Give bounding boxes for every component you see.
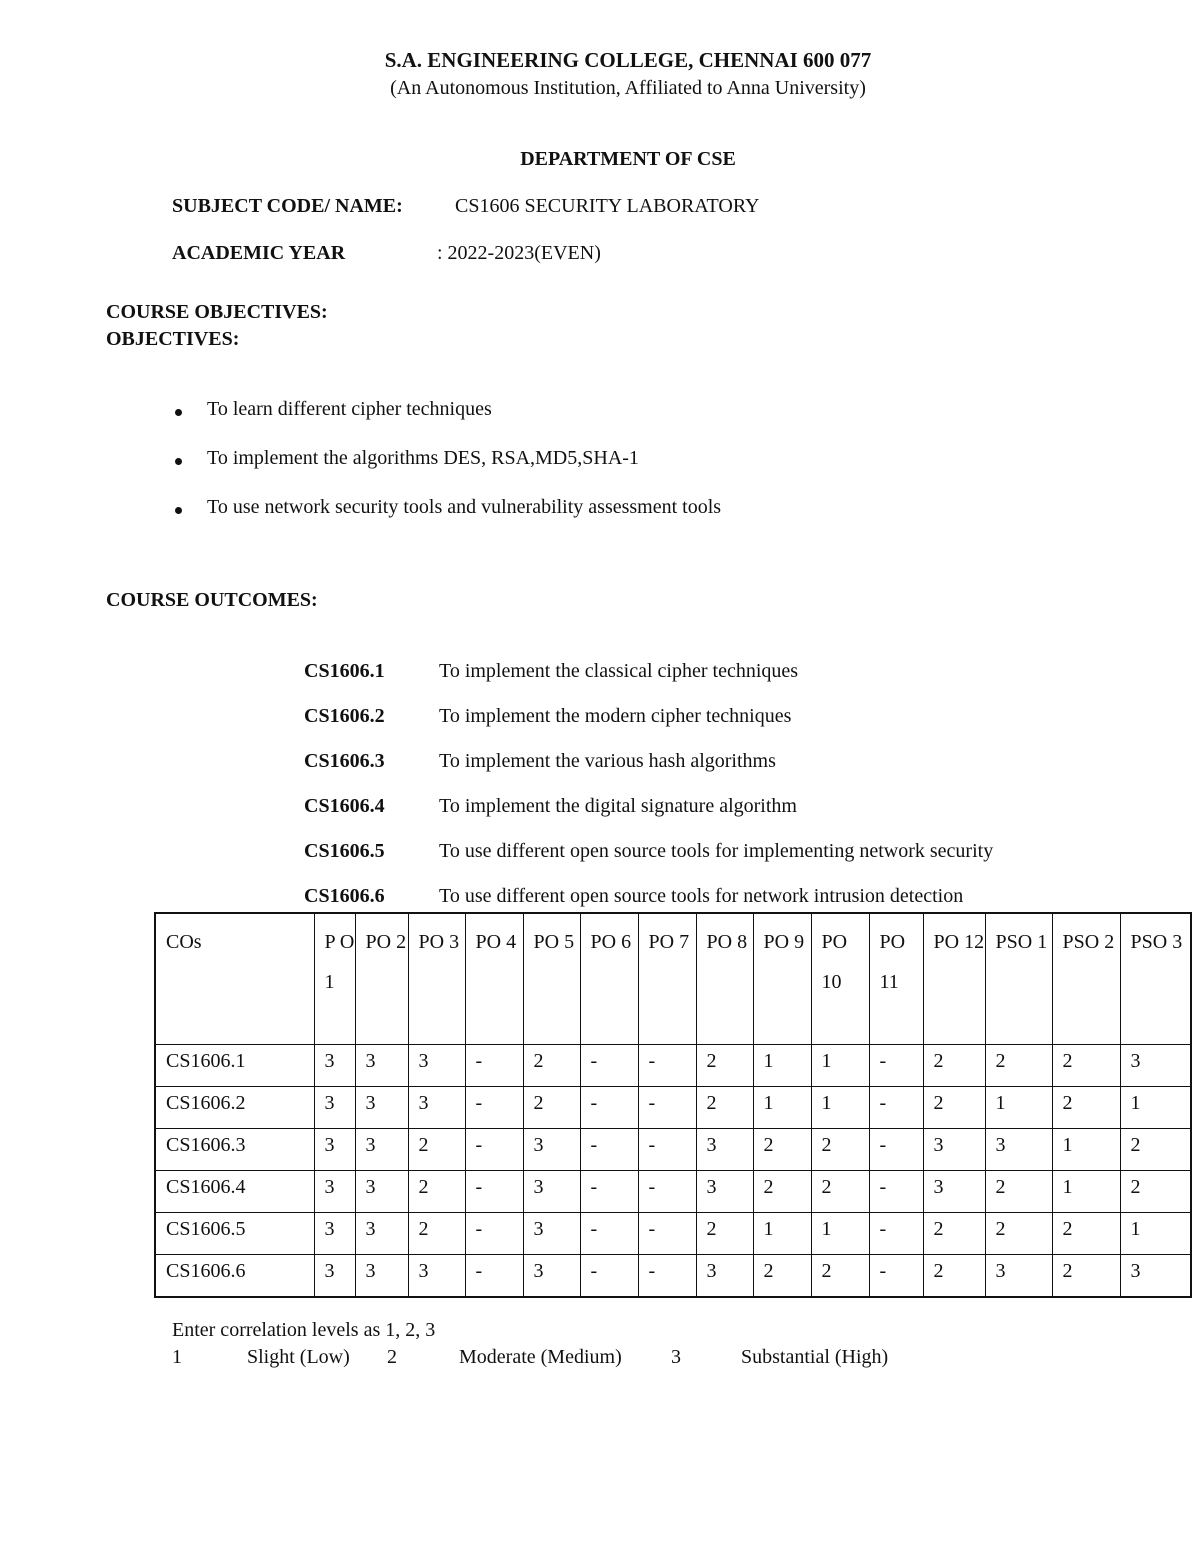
outcome-code: CS1606.2 xyxy=(304,705,385,727)
outcome-description: To implement the digital signature algorithm xyxy=(439,795,797,817)
correlation-cell: 2 xyxy=(408,1129,465,1171)
correlation-cell: 3 xyxy=(355,1171,408,1213)
correlation-cell: - xyxy=(465,1171,523,1213)
bullet-icon xyxy=(175,507,182,514)
correlation-cell: 1 xyxy=(753,1213,811,1255)
course-outcomes-heading: COURSE OUTCOMES: xyxy=(106,589,318,611)
correlation-cell: 3 xyxy=(314,1171,355,1213)
table-header-cell: PO 8 xyxy=(696,913,753,1045)
correlation-cell: 2 xyxy=(1052,1213,1120,1255)
correlation-cell: 3 xyxy=(523,1213,580,1255)
objective-text: To use network security tools and vulnerability assessment tools xyxy=(207,496,722,518)
table-row xyxy=(155,1255,1191,1298)
correlation-cell: 3 xyxy=(523,1129,580,1171)
correlation-cell: - xyxy=(638,1171,696,1213)
correlation-cell: 1 xyxy=(811,1087,869,1129)
bullet-icon xyxy=(175,458,182,465)
objective-item xyxy=(172,496,721,545)
correlation-cell: - xyxy=(869,1087,923,1129)
table-header-cell: PSO 2 xyxy=(1052,913,1120,1045)
table-header-cell: PO 2 xyxy=(355,913,408,1045)
correlation-cell: 1 xyxy=(811,1213,869,1255)
correlation-cell: 2 xyxy=(753,1129,811,1171)
bullet-icon xyxy=(175,409,182,416)
legend-num: 2 xyxy=(387,1346,397,1368)
correlation-cell: - xyxy=(869,1171,923,1213)
correlation-cell: 2 xyxy=(923,1045,985,1087)
correlation-cell: 3 xyxy=(923,1129,985,1171)
outcome-code: CS1606.4 xyxy=(304,795,385,817)
table-header-cell: PO 9 xyxy=(753,913,811,1045)
correlation-cell: 3 xyxy=(696,1129,753,1171)
outcome-description: To use different open source tools for network intrusion detection xyxy=(439,885,964,907)
table-header-cell: P O 1 xyxy=(314,913,355,1045)
academic-year-value: : 2022-2023(EVEN) xyxy=(437,242,601,264)
table-header-cell: PO 12 xyxy=(923,913,985,1045)
correlation-cell: 1 xyxy=(1052,1171,1120,1213)
correlation-cell: 2 xyxy=(696,1087,753,1129)
academic-year-label: ACADEMIC YEAR xyxy=(172,242,346,264)
correlation-cell: - xyxy=(580,1129,638,1171)
course-outcome-cell: CS1606.3 xyxy=(155,1129,314,1171)
correlation-cell: 3 xyxy=(314,1129,355,1171)
correlation-cell: 3 xyxy=(696,1171,753,1213)
legend-num: 3 xyxy=(671,1346,681,1368)
correlation-cell: 2 xyxy=(923,1087,985,1129)
correlation-cell: 3 xyxy=(355,1087,408,1129)
table-header-cell: PO 6 xyxy=(580,913,638,1045)
outcome-description: To implement the classical cipher techniques xyxy=(439,660,799,682)
correlation-cell: 3 xyxy=(355,1045,408,1087)
correlation-cell: 3 xyxy=(923,1171,985,1213)
correlation-cell: 2 xyxy=(923,1255,985,1298)
correlation-cell: - xyxy=(869,1255,923,1298)
correlation-cell: 1 xyxy=(811,1045,869,1087)
outcome-description: To implement the various hash algorithms xyxy=(439,750,776,772)
objectives-list xyxy=(172,398,721,545)
table-header-row xyxy=(155,913,1191,1045)
correlation-cell: - xyxy=(869,1129,923,1171)
table-header-cell: PO 11 xyxy=(869,913,923,1045)
correlation-cell: - xyxy=(638,1255,696,1298)
correlation-cell: 3 xyxy=(314,1213,355,1255)
course-objectives-heading: COURSE OBJECTIVES: xyxy=(106,301,328,323)
objective-text: To implement the algorithms DES, RSA,MD5,SHA-1 xyxy=(207,447,639,469)
correlation-cell: 2 xyxy=(811,1171,869,1213)
table-header-cell: PO 10 xyxy=(811,913,869,1045)
correlation-cell: - xyxy=(465,1129,523,1171)
correlation-cell: 2 xyxy=(753,1255,811,1298)
correlation-cell: 3 xyxy=(355,1255,408,1298)
correlation-cell: 2 xyxy=(985,1213,1052,1255)
correlation-cell: 3 xyxy=(314,1087,355,1129)
correlation-cell: 3 xyxy=(408,1045,465,1087)
table-row xyxy=(155,1171,1191,1213)
legend-label: Moderate (Medium) xyxy=(459,1346,622,1368)
correlation-cell: 2 xyxy=(523,1087,580,1129)
correlation-cell: 2 xyxy=(696,1213,753,1255)
correlation-cell: - xyxy=(465,1045,523,1087)
table-header-cell: PO 5 xyxy=(523,913,580,1045)
outcome-code: CS1606.3 xyxy=(304,750,385,772)
table-row xyxy=(155,1129,1191,1171)
outcome-description: To implement the modern cipher techniques xyxy=(439,705,792,727)
legend-label: Substantial (High) xyxy=(741,1346,889,1368)
correlation-cell: - xyxy=(869,1045,923,1087)
table-header-cell: PO 4 xyxy=(465,913,523,1045)
correlation-cell: 1 xyxy=(985,1087,1052,1129)
correlation-cell: - xyxy=(869,1213,923,1255)
correlation-cell: 3 xyxy=(314,1255,355,1298)
correlation-cell: - xyxy=(580,1213,638,1255)
objective-item xyxy=(172,447,721,496)
correlation-cell: 1 xyxy=(1052,1129,1120,1171)
course-outcome-cell: CS1606.6 xyxy=(155,1255,314,1298)
affiliation-text: (An Autonomous Institution, Affiliated to Anna University) xyxy=(390,77,866,99)
correlation-cell: 2 xyxy=(408,1171,465,1213)
correlation-cell: 3 xyxy=(985,1255,1052,1298)
college-name: S.A. ENGINEERING COLLEGE, CHENNAI 600 077 xyxy=(384,48,872,72)
correlation-cell: - xyxy=(638,1129,696,1171)
correlation-cell: 3 xyxy=(696,1255,753,1298)
table-header-cell: PSO 1 xyxy=(985,913,1052,1045)
correlation-cell: 2 xyxy=(523,1045,580,1087)
objectives-heading: OBJECTIVES: xyxy=(106,328,240,350)
correlation-cell: 2 xyxy=(1120,1171,1191,1213)
department-title: DEPARTMENT OF CSE xyxy=(520,148,736,170)
correlation-cell: 2 xyxy=(408,1213,465,1255)
correlation-cell: 1 xyxy=(753,1087,811,1129)
correlation-cell: - xyxy=(580,1087,638,1129)
correlation-cell: 3 xyxy=(355,1129,408,1171)
correlation-cell: 3 xyxy=(523,1255,580,1298)
correlation-cell: - xyxy=(580,1171,638,1213)
outcome-description: To use different open source tools for implementing network security xyxy=(439,840,994,862)
correlation-cell: - xyxy=(638,1087,696,1129)
correlation-cell: - xyxy=(465,1255,523,1298)
correlation-cell: 2 xyxy=(1120,1129,1191,1171)
correlation-cell: - xyxy=(465,1213,523,1255)
correlation-cell: 2 xyxy=(1052,1255,1120,1298)
correlation-cell: - xyxy=(638,1213,696,1255)
course-outcome-cell: CS1606.1 xyxy=(155,1045,314,1087)
correlation-cell: 2 xyxy=(923,1213,985,1255)
correlation-cell: - xyxy=(465,1087,523,1129)
course-outcome-cell: CS1606.2 xyxy=(155,1087,314,1129)
table-header-cell: PO 7 xyxy=(638,913,696,1045)
outcome-code: CS1606.1 xyxy=(304,660,385,682)
correlation-cell: 2 xyxy=(811,1129,869,1171)
course-outcome-cell: CS1606.5 xyxy=(155,1213,314,1255)
correlation-cell: 3 xyxy=(408,1255,465,1298)
correlation-cell: - xyxy=(580,1255,638,1298)
table-row xyxy=(155,1087,1191,1129)
table-body xyxy=(155,1045,1191,1298)
correlation-cell: 2 xyxy=(1052,1045,1120,1087)
legend-label: Slight (Low) xyxy=(247,1346,350,1368)
table-row xyxy=(155,1045,1191,1087)
outcome-code: CS1606.6 xyxy=(304,885,385,907)
correlation-cell: 3 xyxy=(355,1213,408,1255)
course-outcome-cell: CS1606.4 xyxy=(155,1171,314,1213)
legend-intro: Enter correlation levels as 1, 2, 3 xyxy=(172,1319,436,1341)
correlation-cell: 2 xyxy=(753,1171,811,1213)
correlation-cell: 2 xyxy=(1052,1087,1120,1129)
outcome-code: CS1606.5 xyxy=(304,840,385,862)
correlation-cell: 2 xyxy=(985,1045,1052,1087)
correlation-cell: 3 xyxy=(408,1087,465,1129)
correlation-cell: 3 xyxy=(1120,1045,1191,1087)
table-header-cell: PO 3 xyxy=(408,913,465,1045)
legend-num: 1 xyxy=(172,1346,182,1368)
correlation-cell: 3 xyxy=(1120,1255,1191,1298)
correlation-cell: 1 xyxy=(753,1045,811,1087)
correlation-cell: 3 xyxy=(985,1129,1052,1171)
table-header-cell: COs xyxy=(155,913,314,1045)
correlation-cell: 1 xyxy=(1120,1213,1191,1255)
objective-text: To learn different cipher techniques xyxy=(207,398,492,420)
subject-label: SUBJECT CODE/ NAME: xyxy=(172,195,403,217)
correlation-cell: 2 xyxy=(811,1255,869,1298)
objective-item xyxy=(172,398,721,447)
correlation-cell: 3 xyxy=(523,1171,580,1213)
co-po-mapping-table xyxy=(154,912,1192,1298)
correlation-cell: - xyxy=(638,1045,696,1087)
correlation-cell: 1 xyxy=(1120,1087,1191,1129)
correlation-cell: 2 xyxy=(985,1171,1052,1213)
table-header-cell: PSO 3 xyxy=(1120,913,1191,1045)
correlation-cell: 3 xyxy=(314,1045,355,1087)
table-row xyxy=(155,1213,1191,1255)
correlation-cell: 2 xyxy=(696,1045,753,1087)
correlation-cell: - xyxy=(580,1045,638,1087)
subject-value: CS1606 SECURITY LABORATORY xyxy=(455,195,760,217)
